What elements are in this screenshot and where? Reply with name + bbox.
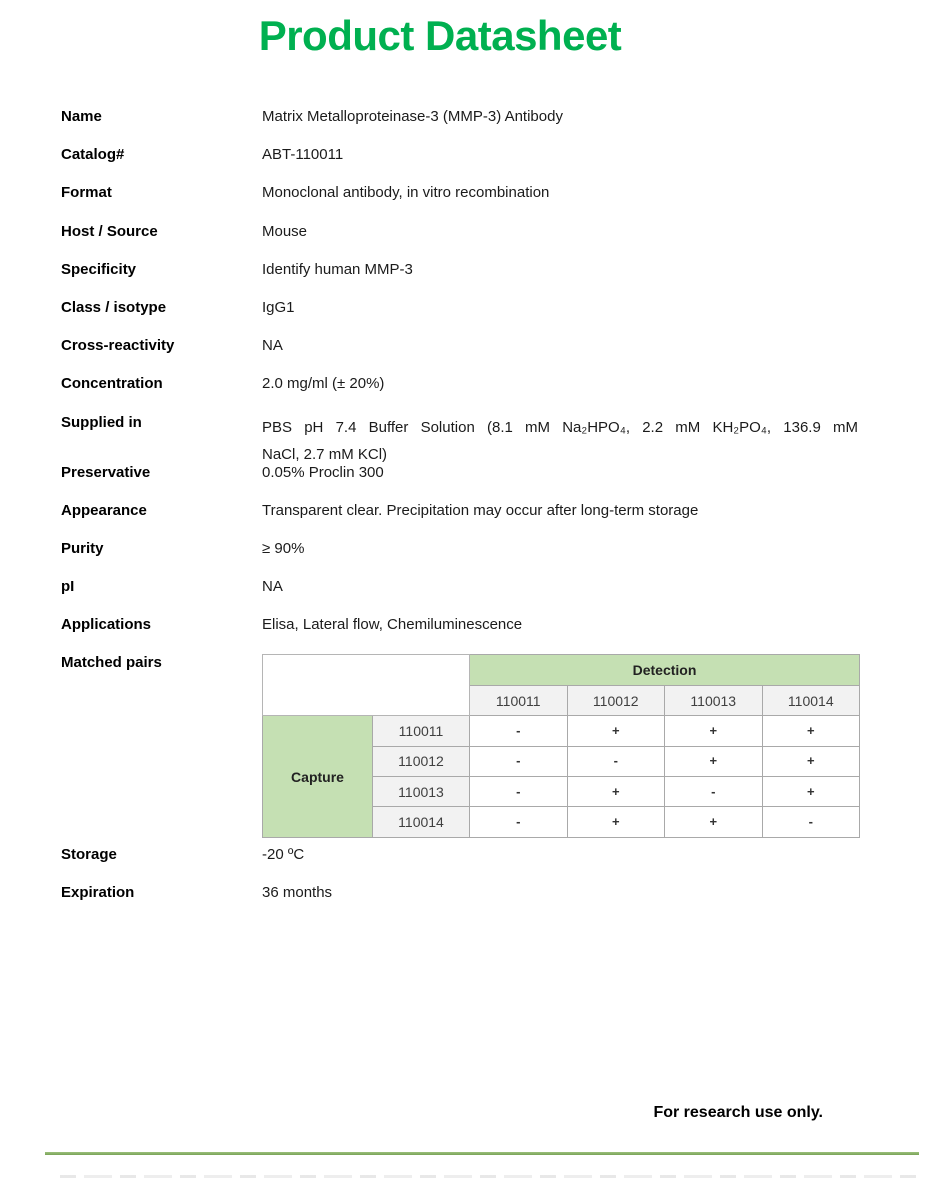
field-row-format <box>61 184 858 202</box>
detection-id-header: 110013 <box>665 685 763 715</box>
detection-id-header: 110012 <box>567 685 665 715</box>
field-row-storage <box>61 846 858 864</box>
field-label: Supplied in <box>61 413 142 431</box>
field-value: NA <box>262 337 283 355</box>
field-value <box>262 414 858 468</box>
detection-header-cell: Detection <box>470 655 860 685</box>
field-value: 2.0 mg/ml (± 20%) <box>262 375 385 393</box>
pair-result-cell: + <box>567 716 665 746</box>
field-row-purity <box>61 540 858 558</box>
table-row <box>263 716 860 746</box>
field-row-supplied-in <box>61 414 858 468</box>
field-value: 0.05% Proclin 300 <box>262 463 384 481</box>
field-value: ABT-110011 <box>262 146 344 164</box>
field-row-specificity <box>61 261 858 279</box>
table-row <box>263 655 860 685</box>
pair-result-cell: + <box>762 777 860 807</box>
field-label: Storage <box>61 845 117 863</box>
research-use-note: For research use only. <box>653 1104 823 1121</box>
field-label: Expiration <box>61 883 135 901</box>
pair-result-cell: + <box>665 716 763 746</box>
pair-result-cell: - <box>665 777 763 807</box>
field-row-appearance <box>61 502 858 520</box>
field-row-class-isotype <box>61 299 858 317</box>
matched-pairs-table-wrap <box>262 654 858 837</box>
pair-result-cell: - <box>470 716 568 746</box>
detection-id-header: 110014 <box>762 685 860 715</box>
pair-result-cell: + <box>567 777 665 807</box>
field-label: pI <box>61 578 75 596</box>
pair-result-cell: + <box>762 716 860 746</box>
field-value: Elisa, Lateral flow, Chemiluminescence <box>262 616 523 634</box>
pair-result-cell: - <box>470 777 568 807</box>
field-row-catalog <box>61 146 858 164</box>
field-row-matched-pairs <box>61 654 858 837</box>
field-value: NA <box>262 578 283 596</box>
field-row-host-source <box>61 223 858 241</box>
field-label: Class / isotype <box>61 298 167 316</box>
page-title: Product Datasheet <box>258 12 622 59</box>
field-row-concentration <box>61 375 858 393</box>
capture-id-header: 110011 <box>373 716 470 746</box>
footer-divider-rule <box>45 1152 919 1155</box>
field-row-name <box>61 108 858 126</box>
capture-id-header: 110013 <box>373 777 470 807</box>
field-value: Monoclonal antibody, in vitro recombination <box>262 184 550 202</box>
capture-id-header: 110014 <box>373 807 470 837</box>
capture-header-cell: Capture <box>263 716 373 838</box>
pair-result-cell: - <box>470 807 568 837</box>
field-value: -20 ºC <box>262 845 305 863</box>
field-row-cross-reactivity <box>61 337 858 355</box>
field-label: Format <box>61 184 112 202</box>
field-label: Appearance <box>61 501 147 519</box>
field-row-pi <box>61 578 858 596</box>
field-label: Specificity <box>61 260 137 278</box>
field-label: Host / Source <box>61 222 158 240</box>
field-label: Name <box>61 108 102 125</box>
field-row-applications <box>61 616 858 634</box>
table-corner-blank-cell <box>263 655 470 716</box>
field-label: Applications <box>61 616 152 634</box>
field-row-expiration <box>61 884 858 902</box>
field-label: Purity <box>61 539 104 557</box>
pair-result-cell: + <box>665 746 763 776</box>
fields-list <box>61 108 858 922</box>
field-label: Catalog# <box>61 146 125 164</box>
field-value: ≥ 90% <box>262 539 305 557</box>
matched-pairs-table <box>262 654 860 837</box>
field-label: Concentration <box>61 375 163 393</box>
pair-result-cell: + <box>762 746 860 776</box>
field-label: Cross-reactivity <box>61 337 175 355</box>
capture-id-header: 110012 <box>373 746 470 776</box>
pair-result-cell: - <box>470 746 568 776</box>
field-row-preservative <box>61 464 858 482</box>
detection-id-header: 110011 <box>470 685 568 715</box>
field-label: Matched pairs <box>61 654 162 672</box>
supplied-in-line2: NaCl, 2.7 mM KCl) <box>262 445 388 463</box>
cutoff-footer-text-artifact <box>60 1175 920 1178</box>
pair-result-cell: + <box>567 807 665 837</box>
field-label: Preservative <box>61 463 151 481</box>
field-value: Matrix Metalloproteinase-3 (MMP-3) Antibody <box>262 108 563 125</box>
pair-result-cell: - <box>567 746 665 776</box>
field-value: Transparent clear. Precipitation may occur after long-term storage <box>262 501 699 519</box>
field-value: Identify human MMP-3 <box>262 260 413 278</box>
field-value: 36 months <box>262 883 333 901</box>
supplied-in-line1: PBS pH 7.4 Buffer Solution (8.1 mM Na₂HPO₄, 2.2 mM KH₂PO₄, 136.9 mM <box>262 418 858 436</box>
pair-result-cell: + <box>665 807 763 837</box>
field-value: IgG1 <box>262 298 295 316</box>
field-value: Mouse <box>262 222 308 240</box>
pair-result-cell: - <box>762 807 860 837</box>
